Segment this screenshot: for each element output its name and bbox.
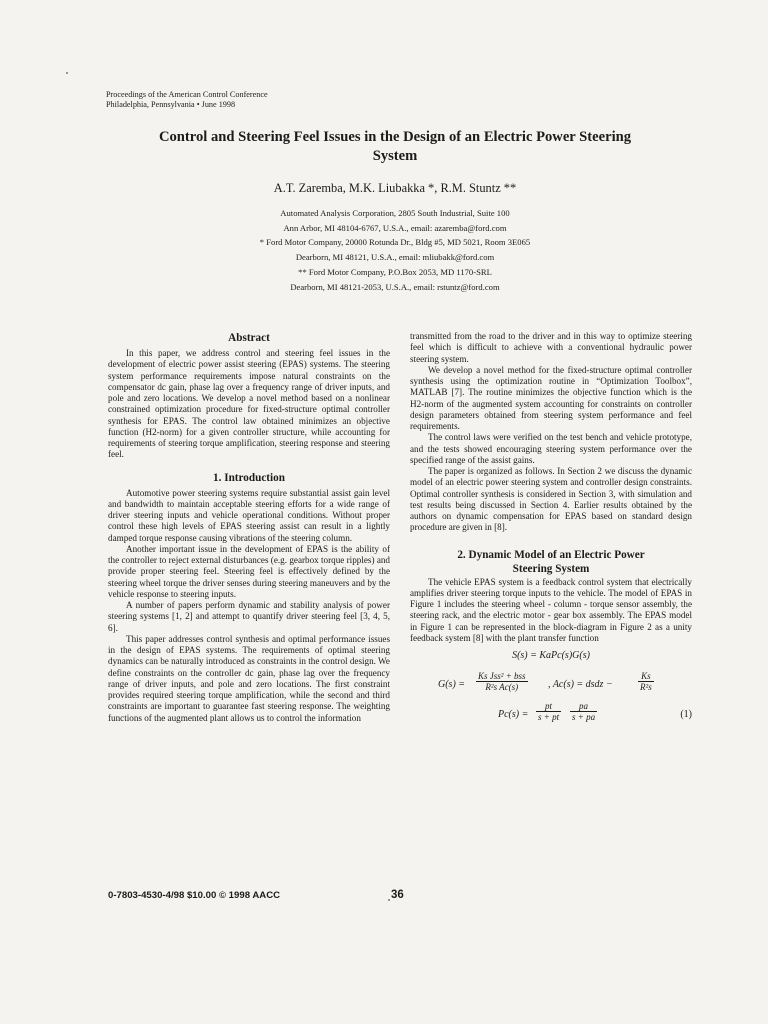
- affiliation-line: Automated Analysis Corporation, 2805 South Industrial, Suite 100: [280, 208, 510, 218]
- proceedings-location: Philadelphia, Pennsylvania • June 1998: [106, 100, 236, 109]
- proceedings-name: Proceedings of the American Control Conference: [106, 90, 268, 99]
- body-paragraph: We develop a novel method for the fixed-structure optimal controller synthesis using the optimization routine in “Optimization Toolbox”, MATLAB [7]. The routine minimizes the objective function which is the H2-norm of the augmented system accounting for constraints on controller design parameters obtained from steering system performance and feel requirements.: [410, 364, 692, 431]
- affiliation-line: Ann Arbor, MI 48104-6767, U.S.A., email: azaremba@ford.com: [283, 222, 507, 233]
- fraction-denominator: s + pt: [538, 712, 560, 723]
- fraction-numerator: pt: [536, 701, 561, 712]
- equation-g-left: G(s) =: [438, 679, 466, 691]
- affiliation-line: * Ford Motor Company, 20000 Rotunda Dr., Bldg #5, MD 5021, Room 3E065: [259, 237, 531, 248]
- fraction-denominator: R²s Ac(s): [485, 682, 519, 693]
- fraction-ks-over-rs: [638, 671, 654, 692]
- affiliation-line: ** Ford Motor Company, P.O.Box 2053, MD 1170-SRL: [298, 266, 492, 277]
- affiliations: [100, 206, 690, 294]
- proceedings-header: [106, 90, 268, 110]
- left-column: [108, 331, 390, 724]
- continuation-paragraph: transmitted from the road to the driver and in this way to optimize steering feel which is difficult to achieve with a conventional hydraulic power steering system.: [410, 331, 692, 364]
- equation-ac-definition: , Ac(s) = dsdz −: [548, 679, 613, 691]
- paper-title-line-1: Control and Steering Feel Issues in the Design of an Electric Power Steering: [158, 129, 632, 145]
- body-paragraph: The control laws were verified on the test bench and vehicle prototype, and the tests showed encouraging steering system performance over the specified range of the assist gains.: [410, 432, 692, 465]
- section-2-heading-line-1: 2. Dynamic Model of an Electric Power: [457, 548, 645, 561]
- scan-speck: [388, 899, 390, 901]
- introduction-heading: 1. Introduction: [213, 471, 285, 484]
- fraction-denominator: R²s: [640, 682, 652, 693]
- fraction-numerator: Ks Jss² + bss: [478, 671, 526, 682]
- affiliation-line: Dearborn, MI 48121-2053, U.S.A., email: rstuntz@ford.com: [290, 281, 500, 292]
- fraction-numerator: Ks: [638, 671, 654, 682]
- fraction-g-main: [476, 671, 528, 692]
- right-column: [410, 331, 692, 725]
- equation-pc-left: Pc(s) =: [498, 709, 529, 721]
- copyright-footer: 0-7803-4530-4/98 $10.00 © 1998 AACC: [108, 890, 281, 901]
- paper-title-line-2: System: [372, 148, 418, 164]
- affiliation-line: Dearborn, MI 48121, U.S.A., email: mliubakk@ford.com: [295, 252, 495, 263]
- body-paragraph: The paper is organized as follows. In Section 2 we discuss the dynamic model of an electric power steering system and controller design constraints. Optimal controller synthesis is considered in Section 3, with simulation and test results being discussed in Section 4. Earlier results obtained by the authors on dynamic compensation for EPAS based on standard design procedure are given in [8].: [410, 466, 692, 533]
- equation-pc-of-s: [410, 703, 692, 725]
- section-2-heading: [410, 548, 692, 576]
- intro-paragraph: Automotive power steering systems require substantial assist gain level and bandwidth to maintain acceptable steering efforts for a wide range of driver steering inputs and vehicle operational conditions. Without proper control these high levels of EPAS steering assist can result in a lightly damped torque response causing vibrations of the steering column.: [108, 487, 390, 543]
- intro-paragraph: This paper addresses control synthesis and optimal performance issues in the design of EPAS systems. The requirements of optimal steering dynamics can be naturally introduced as constraints in the control design. We define constraints on the controller dc gain, phase lag over the frequency range of driver inputs, and pole and zero locations. The first constraint provides required steering torque amplification, while the second and third constraints are important to guarantee fast steering response. The weighting functions of the augmented plant allows us to control the information: [108, 633, 390, 723]
- section-2-heading-line-2: Steering System: [512, 562, 590, 575]
- intro-paragraph: Another important issue in the development of EPAS is the ability of the controller to reject external disturbances (e.g. gearbox torque ripples) and provide proper steering feel. Steering feel is effectively defined by the steering wheel torque the driver senses during steering maneuvers and by the vehicle response to steering inputs.: [108, 543, 390, 599]
- scan-speck: [66, 72, 68, 74]
- section-2-paragraph: The vehicle EPAS system is a feedback control system that electrically amplifies driver steering torque inputs to the vehicle. The model of EPAS in Figure 1 includes the steering wheel - column - torque sensor assembly, the steering rack, and the electric motor - gear box assembly. The EPAS model in Figure 1 can be represented in the block-diagram in Figure 2 as a unity feedback system [8] with the plant transfer function: [410, 576, 692, 643]
- fraction-pa: [570, 701, 597, 722]
- abstract-text: In this paper, we address control and steering feel issues in the development of electric power assist steering (EPAS) systems. The steering system performance requirements impose natural constraints on the compensator dc gain, phase lag over a frequency range of driver inputs, and pole and zero locations. We develop a novel method based on a nonlinear constrained optimization procedure for fixed-structure optimal controller synthesis for EPAS. The control law obtained minimizes an objective function (H2-norm) for a given controller structure, while accounting for requirements of steering torque amplification, steering response and steering feel.: [108, 348, 390, 460]
- intro-paragraph: A number of papers perform dynamic and stability analysis of power steering systems [1, 2] and attempt to quantify driver steering feel [3, 4, 5, 6].: [108, 600, 390, 633]
- fraction-numerator: pa: [570, 701, 597, 712]
- abstract-heading: Abstract: [228, 332, 270, 344]
- author-list: A.T. Zaremba, M.K. Liubakka *, R.M. Stuntz **: [273, 181, 517, 195]
- equation-g-of-s: [410, 671, 692, 697]
- equation-number: (1): [680, 709, 692, 721]
- fraction-pt: [536, 701, 561, 722]
- paper-title: [100, 128, 690, 166]
- fraction-denominator: s + pa: [572, 712, 596, 723]
- equation-s-of-s: S(s) = KaPc(s)G(s): [512, 650, 590, 661]
- page-number: 36: [391, 889, 404, 901]
